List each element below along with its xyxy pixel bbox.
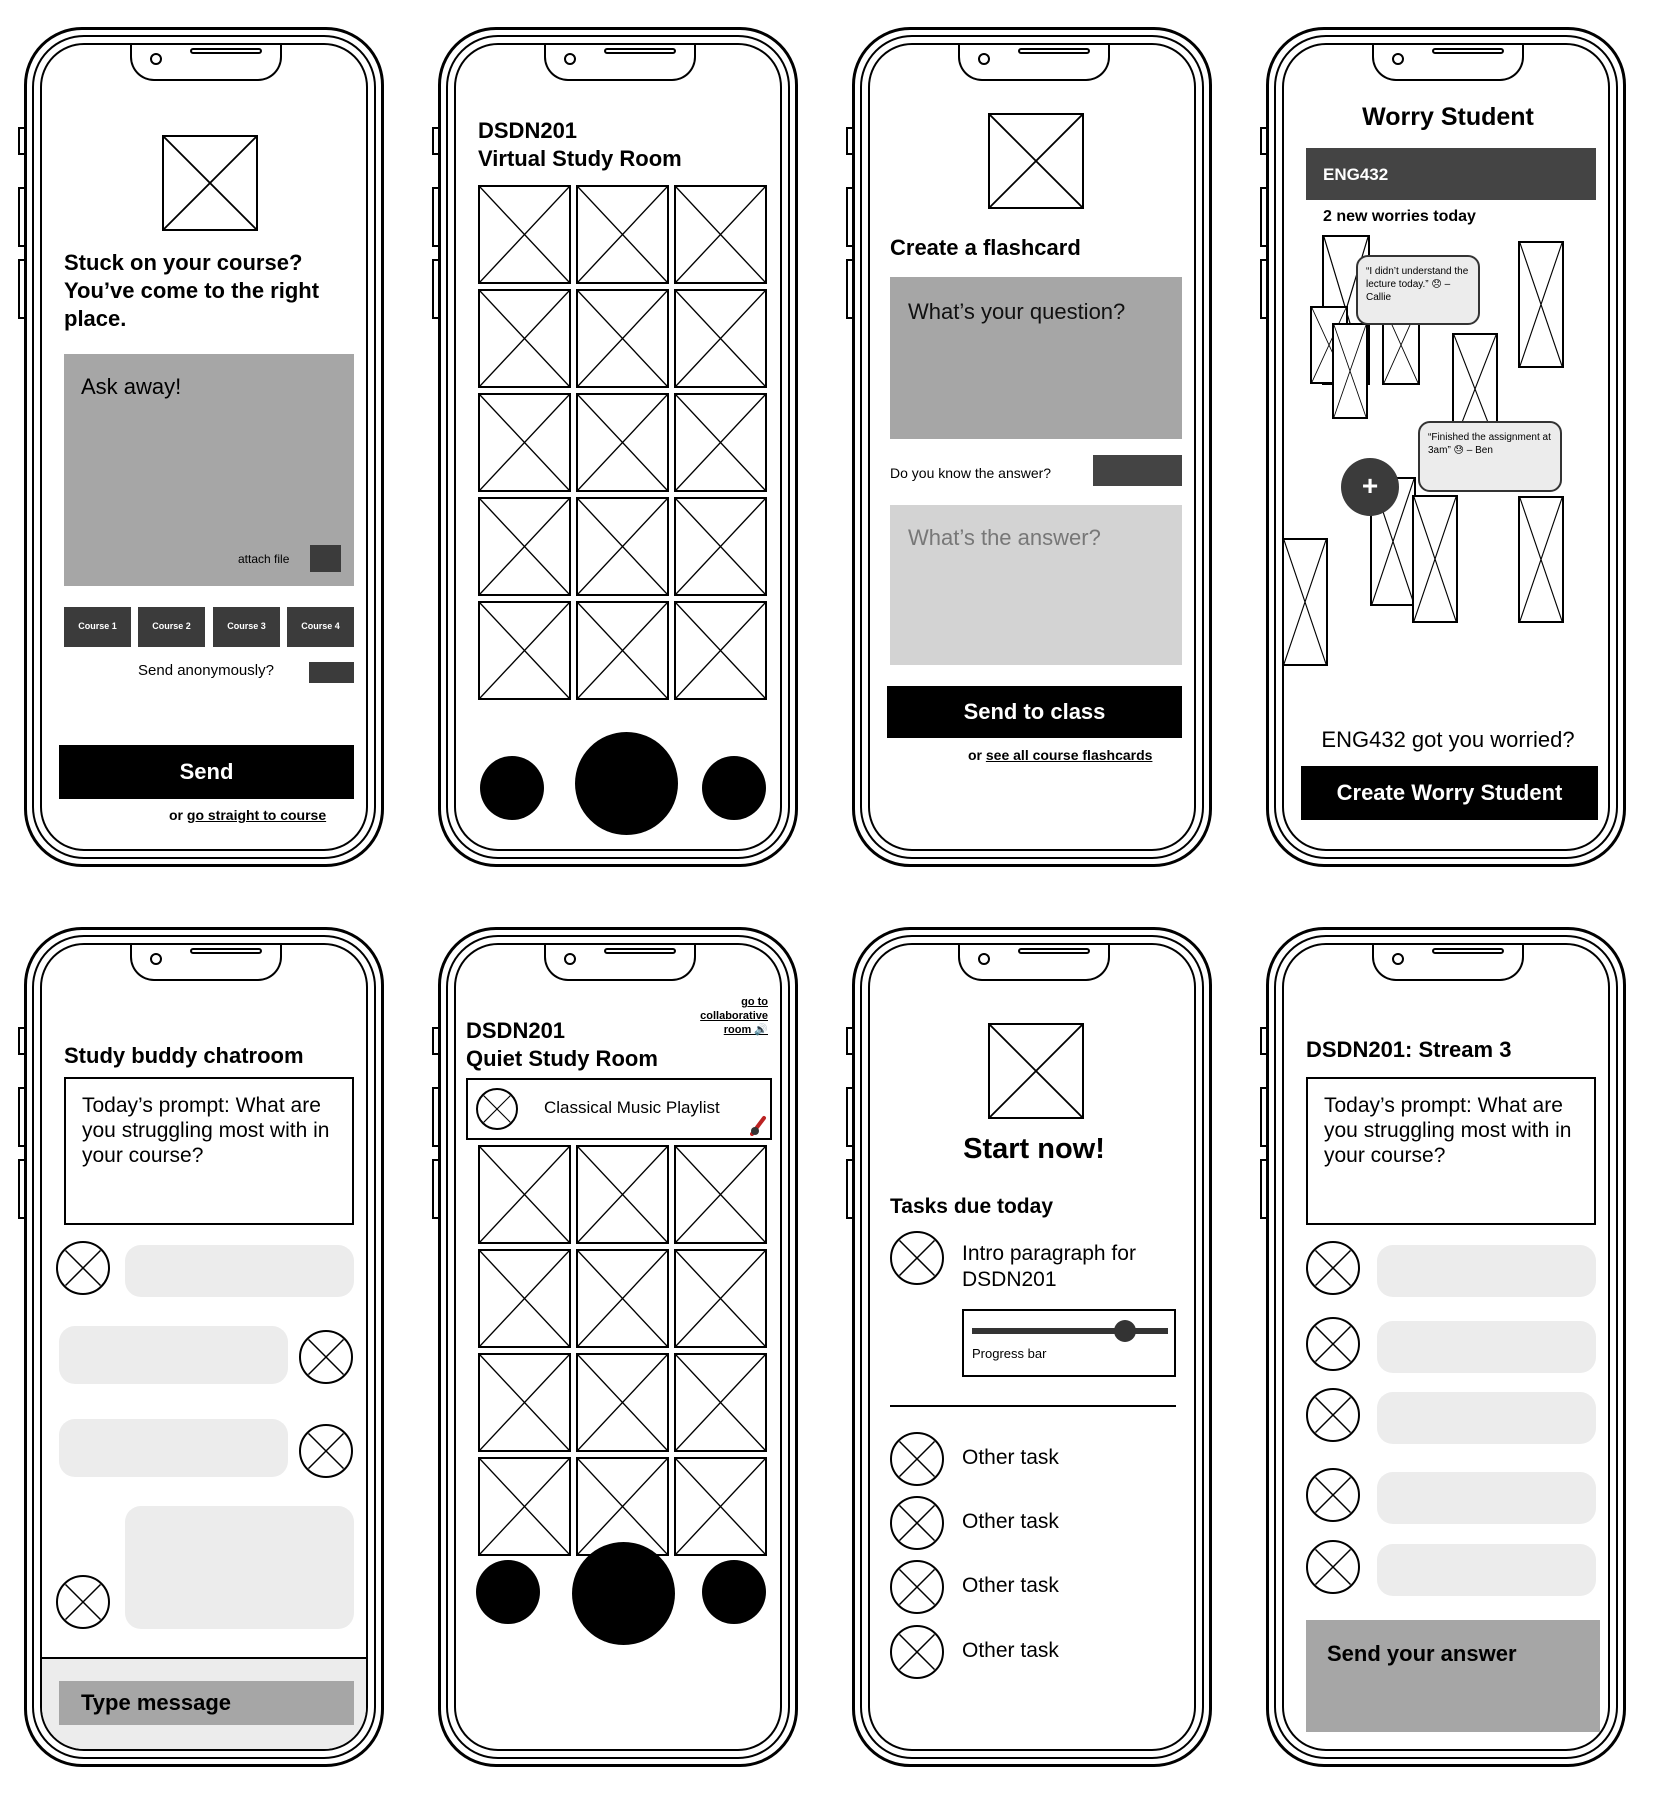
camera-icon — [150, 953, 162, 965]
send-anonymously-toggle[interactable] — [309, 662, 354, 683]
page-title: Study buddy chatroom — [64, 1043, 304, 1068]
worried-question: ENG432 got you worried? — [1321, 727, 1575, 752]
avatar-icon[interactable] — [1306, 1317, 1360, 1371]
participant-video-tile[interactable] — [674, 1249, 767, 1348]
answer-bubble — [1377, 1245, 1596, 1297]
phone-notch — [544, 943, 696, 981]
other-task-label: Other task — [962, 1446, 1059, 1469]
playlist-title: Classical Music Playlist — [544, 1098, 720, 1117]
participant-video-tile[interactable] — [576, 497, 669, 596]
chat-message-bubble — [125, 1245, 354, 1297]
participant-video-tile[interactable] — [576, 1353, 669, 1452]
participant-video-tile[interactable] — [478, 1457, 571, 1556]
attach-file-button[interactable] — [310, 545, 341, 572]
speaker-icon — [190, 948, 262, 954]
course-2-button[interactable]: Course 2 — [138, 607, 205, 647]
phone-screen — [40, 943, 368, 1751]
phone-stream-3 — [1266, 927, 1626, 1767]
phone-create-flashcard — [852, 27, 1212, 867]
participant-video-tile[interactable] — [478, 393, 571, 492]
phone-notch — [1372, 43, 1524, 81]
course-code: DSDN201 — [466, 1018, 566, 1043]
participant-video-tile[interactable] — [576, 601, 669, 700]
send-answer-button[interactable]: Send your answer — [1306, 1620, 1600, 1732]
chat-message-bubble — [125, 1506, 354, 1629]
participant-grid — [478, 1145, 768, 1515]
avatar-icon[interactable] — [1306, 1241, 1360, 1295]
speaker-icon — [1018, 948, 1090, 954]
phone-notch — [130, 943, 282, 981]
phone-screen — [454, 43, 782, 851]
chat-message-bubble — [59, 1419, 288, 1477]
create-worry-student-button[interactable]: Create Worry Student — [1301, 766, 1598, 820]
know-answer-label: Do you know the answer? — [890, 465, 1052, 481]
course-4-button[interactable]: Course 4 — [287, 607, 354, 647]
task-status-icon[interactable] — [890, 1625, 944, 1679]
tasks-heading: Tasks due today — [890, 1195, 1053, 1218]
answer-bubble — [1377, 1392, 1596, 1444]
go-to-course-link[interactable]: go straight to course — [186, 807, 327, 823]
phone-screen — [868, 43, 1196, 851]
participant-video-tile[interactable] — [674, 289, 767, 388]
course-1-button[interactable]: Course 1 — [64, 607, 131, 647]
room-name: Virtual Study Room — [478, 146, 682, 171]
student-figure — [1518, 496, 1564, 623]
image-placeholder-icon — [988, 113, 1084, 209]
playlist-card[interactable] — [466, 1078, 772, 1140]
participant-video-tile[interactable] — [478, 497, 571, 596]
question-textarea[interactable] — [64, 354, 354, 586]
phone-study-buddy-chat — [24, 927, 384, 1767]
divider — [890, 1405, 1176, 1407]
participant-video-tile[interactable] — [478, 185, 571, 284]
phone-screen — [1282, 943, 1610, 1751]
prompt-box: Today’s prompt: What are you struggling most with in your course? — [1306, 1077, 1596, 1225]
participant-video-tile[interactable] — [674, 601, 767, 700]
page-heading: Stuck on your course? You’ve come to the right place. — [64, 250, 320, 331]
question-placeholder: What’s your question? — [908, 299, 1126, 324]
answer-bubble — [1377, 1472, 1596, 1524]
image-placeholder-icon — [988, 1023, 1084, 1119]
alternate-action — [169, 807, 326, 823]
alternate-action — [968, 747, 1152, 763]
participant-video-tile[interactable] — [674, 1457, 767, 1556]
phone-notch — [1372, 943, 1524, 981]
camera-icon — [564, 53, 576, 65]
participant-video-tile[interactable] — [478, 1145, 571, 1244]
avatar-icon[interactable] — [56, 1241, 110, 1295]
course-bar[interactable] — [1306, 148, 1596, 200]
phone-notch — [958, 43, 1110, 81]
answer-bubble — [1377, 1321, 1596, 1373]
textarea-placeholder: Ask away! — [81, 374, 182, 399]
speaker-icon — [1432, 48, 1504, 54]
participant-video-tile[interactable] — [576, 1249, 669, 1348]
other-task-label: Other task — [962, 1510, 1059, 1533]
camera-icon — [1392, 53, 1404, 65]
participant-video-tile[interactable] — [674, 1145, 767, 1244]
leave-button[interactable] — [702, 1560, 766, 1624]
prompt-box: Today’s prompt: What are you struggling most with in your course? — [64, 1077, 354, 1225]
course-code: DSDN201 — [478, 118, 578, 143]
progress-track — [972, 1328, 1168, 1334]
participant-video-tile[interactable] — [478, 289, 571, 388]
image-placeholder-icon — [162, 135, 258, 231]
speaker-icon — [190, 48, 262, 54]
avatar-icon[interactable] — [299, 1330, 353, 1384]
task-status-icon[interactable] — [890, 1432, 944, 1486]
question-field[interactable] — [890, 277, 1182, 439]
answer-field[interactable] — [890, 505, 1182, 665]
camera-button[interactable] — [572, 1542, 675, 1645]
student-figure — [1518, 241, 1564, 368]
participant-video-tile[interactable] — [478, 1249, 571, 1348]
send-button[interactable]: Send — [59, 745, 354, 799]
room-title — [478, 117, 682, 173]
progress-slider-handle[interactable] — [1114, 1320, 1136, 1342]
task-status-icon[interactable] — [890, 1496, 944, 1550]
page-heading: Start now! — [963, 1133, 1105, 1165]
page-title: Worry Student — [1362, 103, 1534, 131]
participant-video-tile[interactable] — [478, 1353, 571, 1452]
speaker-icon — [1018, 48, 1090, 54]
participant-video-tile[interactable] — [674, 497, 767, 596]
phone-screen — [454, 943, 782, 1751]
avatar-icon[interactable] — [1306, 1468, 1360, 1522]
playlist-cover-icon — [476, 1088, 518, 1130]
student-figure — [1412, 495, 1458, 623]
participant-video-tile[interactable] — [478, 601, 571, 700]
mic-button[interactable] — [476, 1560, 540, 1624]
answer-placeholder: What’s the answer? — [908, 525, 1101, 550]
phone-notch — [130, 43, 282, 81]
phone-start-now — [852, 927, 1212, 1767]
task-title: Intro paragraph for DSDN201 — [962, 1242, 1136, 1291]
participant-video-tile[interactable] — [674, 185, 767, 284]
attach-file-label: attach file — [238, 552, 290, 566]
avatar-icon[interactable] — [56, 1575, 110, 1629]
chat-message-bubble — [59, 1326, 288, 1384]
speaker-icon — [1432, 948, 1504, 954]
phone-screen — [868, 943, 1196, 1751]
speaker-icon — [604, 48, 676, 54]
other-task-label: Other task — [962, 1639, 1059, 1662]
progress-card — [962, 1309, 1176, 1377]
plus-icon: + — [1361, 470, 1379, 501]
phone-ask-question — [24, 27, 384, 867]
message-input[interactable]: Type message — [59, 1681, 354, 1725]
send-to-class-button[interactable]: Send to class — [887, 686, 1182, 738]
room-title — [466, 1017, 658, 1073]
or-text: or — [968, 747, 982, 763]
worry-speech-bubble: “Finished the assignment at 3am” 😓 – Ben — [1418, 421, 1562, 492]
phone-notch — [958, 943, 1110, 981]
phone-notch — [544, 43, 696, 81]
worry-speech-bubble: “I didn’t understand the lecture today.” 😞 – Callie — [1356, 255, 1480, 325]
room-name: Quiet Study Room — [466, 1046, 658, 1071]
participant-grid — [478, 185, 768, 725]
phone-screen — [1282, 43, 1610, 851]
or-text: or — [169, 807, 183, 823]
violin-icon — [750, 1114, 768, 1136]
composer-bar — [42, 1657, 368, 1751]
course-3-button[interactable]: Course 3 — [213, 607, 280, 647]
camera-icon — [978, 53, 990, 65]
phone-screen — [40, 43, 368, 851]
student-figure — [1332, 323, 1368, 419]
phone-worry-student — [1266, 27, 1626, 867]
avatar-icon[interactable] — [1306, 1388, 1360, 1442]
camera-icon — [150, 53, 162, 65]
camera-icon — [1392, 953, 1404, 965]
camera-icon — [564, 953, 576, 965]
participant-video-tile[interactable] — [576, 1145, 669, 1244]
participant-video-tile[interactable] — [674, 1353, 767, 1452]
mic-button[interactable] — [480, 756, 544, 820]
task-status-icon[interactable] — [890, 1231, 944, 1285]
send-anonymously-label: Send anonymously? — [138, 662, 274, 679]
see-flashcards-link[interactable]: see all course flashcards — [985, 747, 1153, 763]
student-figure — [1282, 538, 1328, 666]
camera-button[interactable] — [575, 732, 678, 835]
participant-video-tile[interactable] — [674, 393, 767, 492]
avatar-icon[interactable] — [299, 1424, 353, 1478]
answer-bubble — [1377, 1544, 1596, 1596]
know-answer-toggle[interactable] — [1093, 455, 1182, 486]
page-heading: Create a flashcard — [890, 235, 1081, 260]
participant-video-tile[interactable] — [576, 289, 669, 388]
add-worry-button[interactable] — [1341, 458, 1399, 516]
other-task-label: Other task — [962, 1574, 1059, 1597]
task-status-icon[interactable] — [890, 1560, 944, 1614]
worry-count: 2 new worries today — [1323, 208, 1476, 225]
page-title: DSDN201: Stream 3 — [1306, 1037, 1512, 1062]
course-bar-label: ENG432 — [1323, 165, 1389, 184]
avatar-icon[interactable] — [1306, 1540, 1360, 1594]
progress-label: Progress bar — [972, 1346, 1047, 1361]
collaborative-room-link[interactable]: go to collaborative room 🔊 — [700, 996, 768, 1036]
phone-quiet-study-room — [438, 927, 798, 1767]
participant-video-tile[interactable] — [576, 393, 669, 492]
participant-video-tile[interactable] — [576, 185, 669, 284]
speaker-icon — [604, 948, 676, 954]
phone-virtual-study-room — [438, 27, 798, 867]
camera-icon — [978, 953, 990, 965]
leave-button[interactable] — [702, 756, 766, 820]
